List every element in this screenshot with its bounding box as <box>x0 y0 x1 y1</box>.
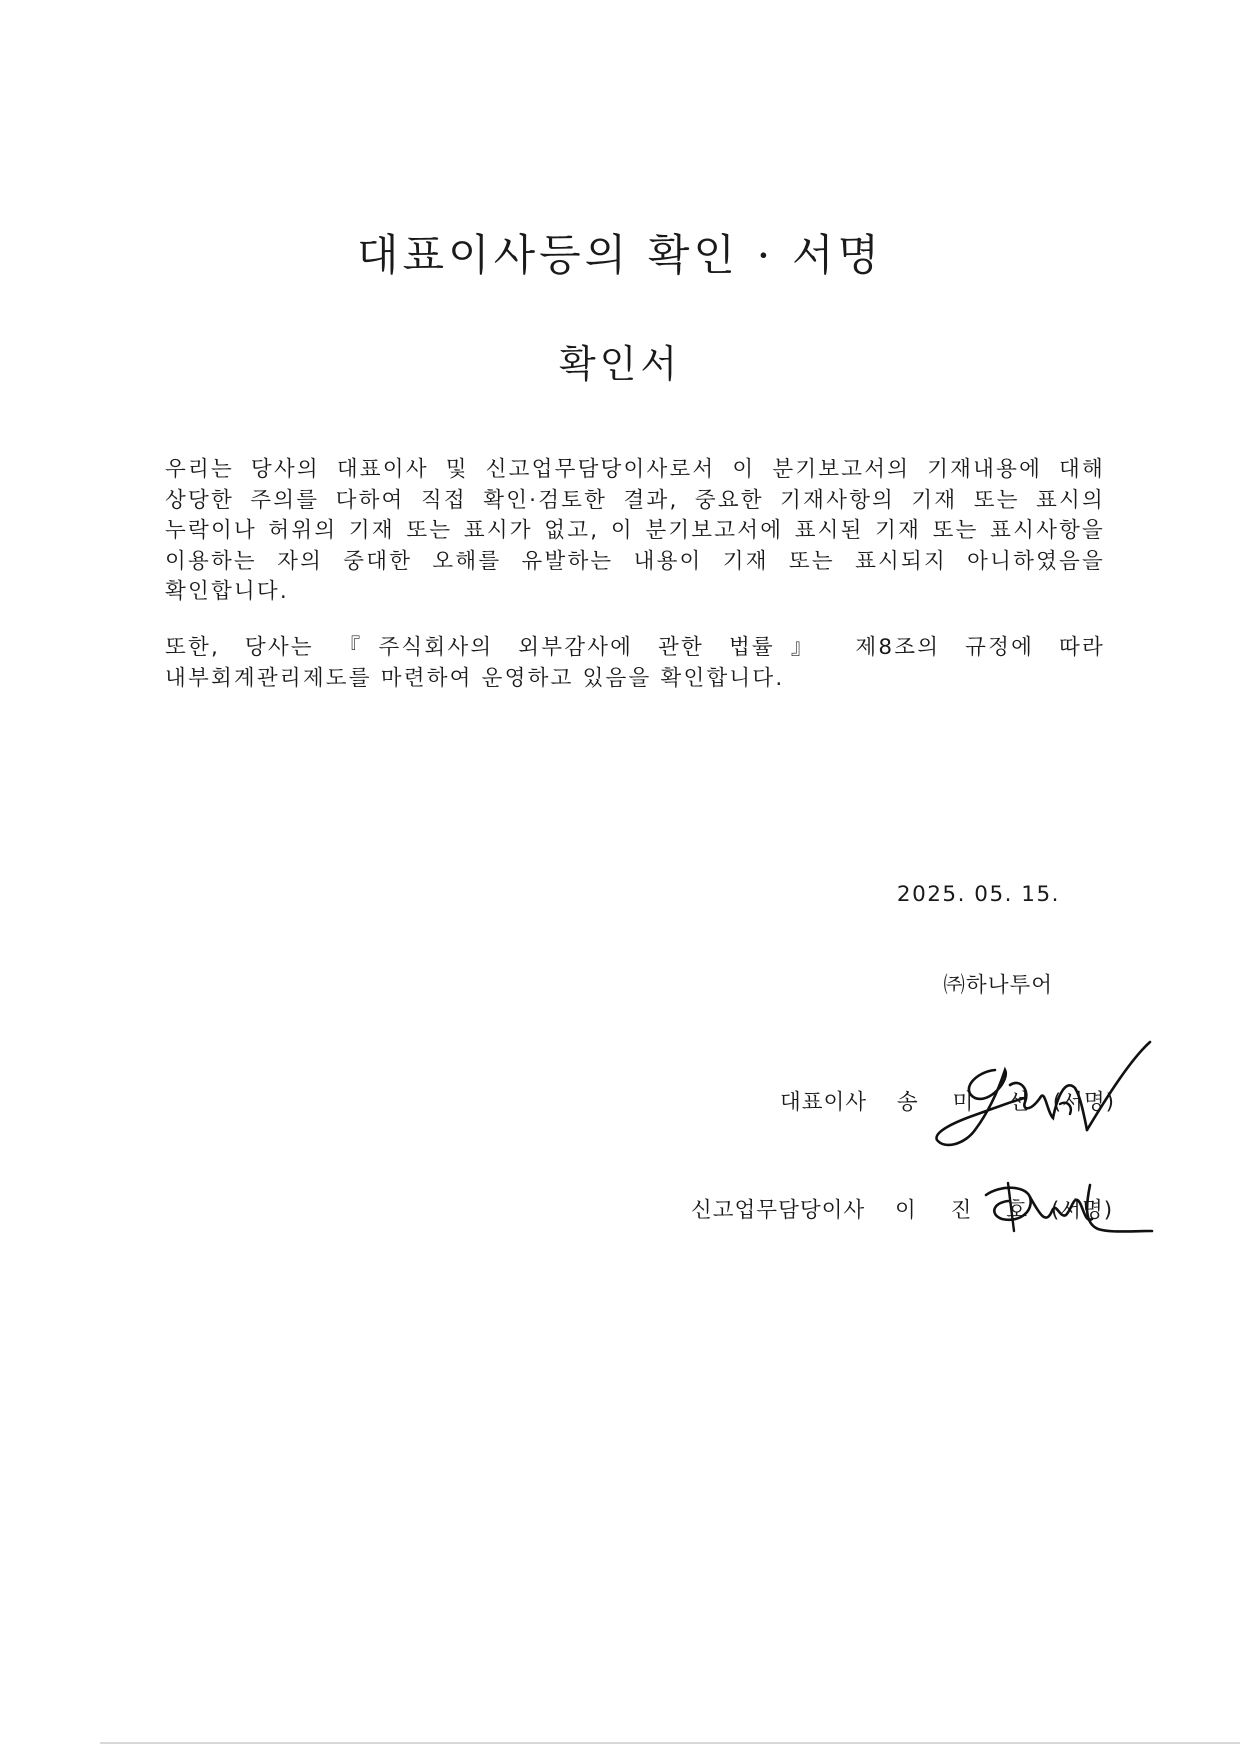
company-name: ㈜하나투어 <box>943 973 1053 998</box>
ceo-name: 송 미 선 <box>896 1090 1043 1115</box>
document-date: 2025. 05. 15. <box>896 882 1060 907</box>
internal-control-paragraph: 또한, 당사는 『주식회사의 외부감사에 관한 법률』 제8조의 규정에 따라 내부회계관리제도를 마련하여 운영하고 있음을 확인합니다. <box>165 635 1105 691</box>
reporting-officer-signature-line <box>691 1193 1113 1224</box>
ceo-role: 대표이사 <box>780 1090 868 1115</box>
page-bottom-rule <box>100 1742 1240 1744</box>
reporting-officer-sign-mark: (서명) <box>1050 1198 1114 1223</box>
confirmation-paragraph: 우리는 당사의 대표이사 및 신고업무담당이사로서 이 분기보고서의 기재내용에 대해 상당한 주의를 다하여 직접 확인·검토한 결과, 중요한 기재사항의 기재 또는 표시의 누락이나 허위의 기재 또는 표시가 없고, 이 분기보고서에 표시된 기재 또는 표시사항을 이용하는 자의 중대한 오해를 유발하는 내용이 기재 또는 표시되지 아니하였음을 확인합니다. <box>165 457 1105 604</box>
ceo-signature-line <box>780 1085 1115 1116</box>
reporting-officer-name: 이 진 호 <box>895 1198 1041 1223</box>
document-title: 대표이사등의 확인 · 서명 <box>356 231 884 281</box>
ceo-sign-mark: (서명) <box>1052 1090 1116 1115</box>
document-subtitle: 확인서 <box>558 342 682 386</box>
reporting-officer-role: 신고업무담당이사 <box>691 1198 866 1223</box>
